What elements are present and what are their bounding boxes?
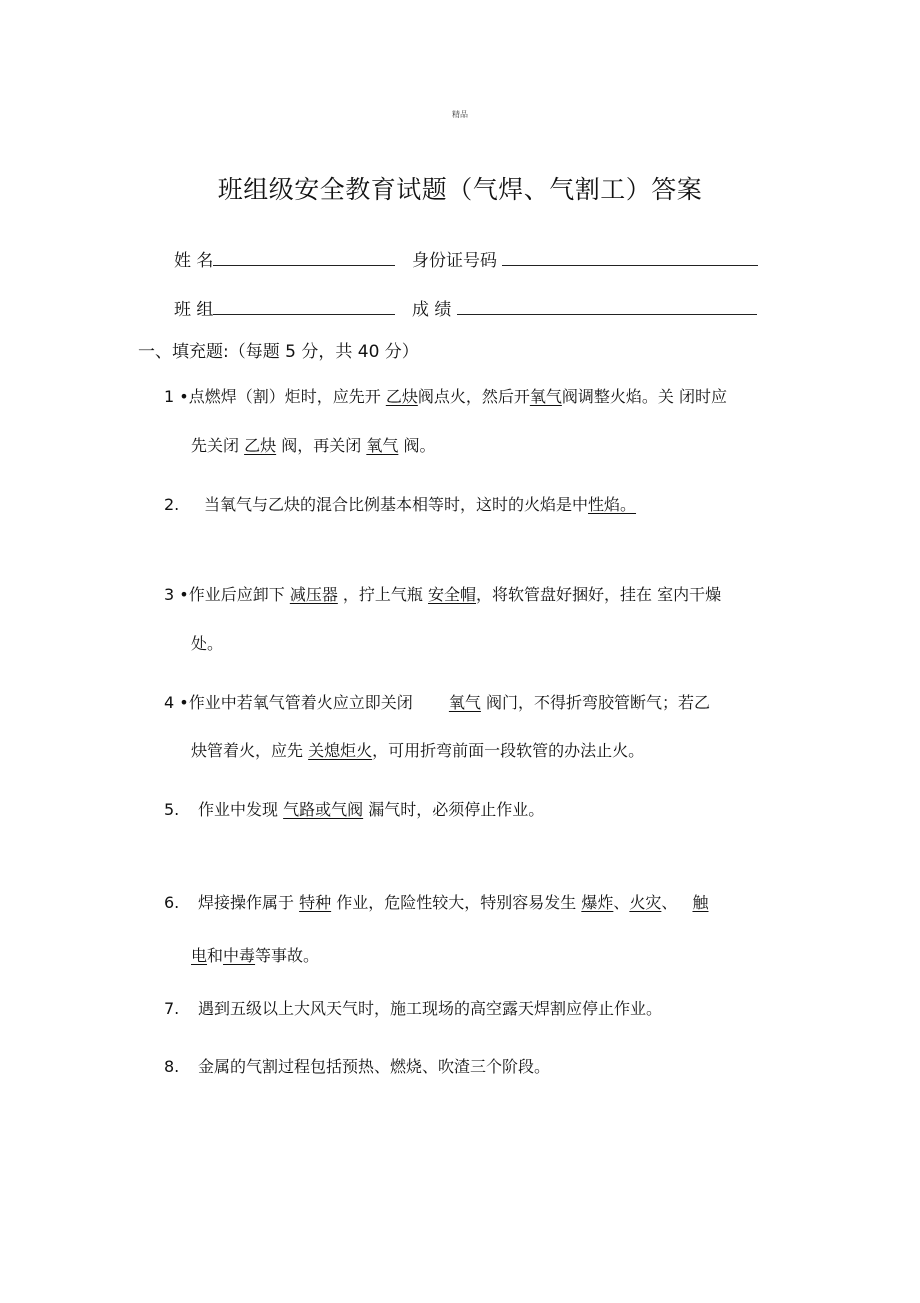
question-8 [164, 1054, 550, 1077]
question-text: 处。 [191, 634, 224, 653]
question-number: 1 • [164, 387, 189, 406]
question-text: 阀调整火焰。关 闭时应 [561, 387, 727, 406]
answer: 触 [692, 893, 709, 912]
question-text: 阀。 [403, 436, 436, 455]
question-text: 阀点火，然后开 [417, 387, 530, 406]
question-text: ，拧上气瓶 [342, 585, 423, 604]
answer: 火灾 [629, 893, 662, 912]
question-text: 作业中发现 [198, 800, 279, 819]
question-text: 先关闭 [191, 436, 240, 455]
question-number: 6. [164, 893, 180, 912]
name-blank [213, 251, 395, 266]
question-number: 4 • [164, 693, 189, 712]
section-heading-fill-in: 一、填充题:（每题 5 分，共 40 分） [138, 342, 419, 362]
question-text: 点燃焊（割）炬时，应先开 [188, 387, 381, 406]
question-text: 炔管着火，应先 [191, 741, 304, 760]
question-number: 5. [164, 800, 180, 819]
question-text: 漏气时，必须停止作业。 [368, 800, 545, 819]
question-text: ，将软管盘好捆好，挂在 室内干燥 [476, 585, 722, 604]
question-text: 遇到五级以上大风天气时，施工现场的高空露天焊割应停止作业。 [198, 999, 663, 1018]
question-6-line-1 [164, 890, 709, 913]
id-number-label: 身份证号码 [412, 251, 497, 271]
answer: 减压器 [289, 585, 338, 604]
score-field-row [412, 295, 757, 320]
question-4-line-2 [191, 738, 644, 761]
answer: 关熄炬火 [308, 741, 373, 760]
answer: 乙炔 [385, 387, 418, 406]
answer: 爆炸 [581, 893, 614, 912]
question-text: 金属的气割过程包括预热、燃烧、吹渣三个阶段。 [198, 1057, 551, 1076]
answer: 氧气 [366, 436, 399, 455]
id-number-blank [502, 251, 758, 266]
score-blank [457, 300, 757, 315]
name-label: 姓 名 [174, 251, 214, 271]
question-2 [164, 492, 636, 515]
question-1-line-1 [164, 384, 727, 407]
question-text: ，可用折弯前面一段软管的办法止火。 [372, 741, 645, 760]
group-blank [213, 300, 395, 315]
answer: 电 [191, 946, 208, 965]
question-text: 作业，危险性较大，特别容易发生 [336, 893, 577, 912]
question-5 [164, 797, 544, 820]
question-1-line-2 [191, 433, 435, 456]
question-3-line-1 [164, 582, 721, 605]
question-4-line-1 [164, 690, 710, 713]
answer: 氧气 [448, 693, 481, 712]
question-text: 、 [613, 893, 630, 912]
answer: 安全帽 [428, 585, 477, 604]
question-3-line-2 [191, 631, 223, 654]
document-title: 班组级安全教育试题（气焊、气割工）答案 [217, 175, 703, 204]
group-label: 班 组 [174, 300, 214, 320]
answer: 性焰。 [588, 495, 637, 514]
question-text: 阀，再关闭 [281, 436, 362, 455]
answer: 乙炔 [244, 436, 277, 455]
question-text: 阀门，不得折弯胶管断气；若乙 [486, 693, 711, 712]
answer: 气路或气阀 [283, 800, 364, 819]
question-text: 和 [207, 946, 224, 965]
score-label: 成 绩 [412, 300, 452, 320]
question-number: 8. [164, 1057, 180, 1076]
question-text: 作业后应卸下 [188, 585, 285, 604]
question-text: 焊接操作属于 [198, 893, 295, 912]
id-field-row [412, 246, 758, 271]
answer: 特种 [299, 893, 332, 912]
question-text: 当氧气与乙炔的混合比例基本相等时，这时的火焰是中 [204, 495, 589, 514]
question-text: 、 [661, 893, 678, 912]
question-6-line-2 [191, 943, 319, 966]
question-7 [164, 996, 662, 1019]
name-field-row [174, 246, 395, 271]
page-header-label: 精品 [452, 110, 468, 119]
question-number: 3 • [164, 585, 189, 604]
group-field-row [174, 295, 395, 320]
question-text: 作业中若氧气管着火应立即关闭 [188, 693, 413, 712]
question-number: 2. [164, 495, 180, 514]
answer: 氧气 [529, 387, 562, 406]
answer: 中毒 [223, 946, 256, 965]
question-text: 等事故。 [255, 946, 320, 965]
question-number: 7. [164, 999, 180, 1018]
